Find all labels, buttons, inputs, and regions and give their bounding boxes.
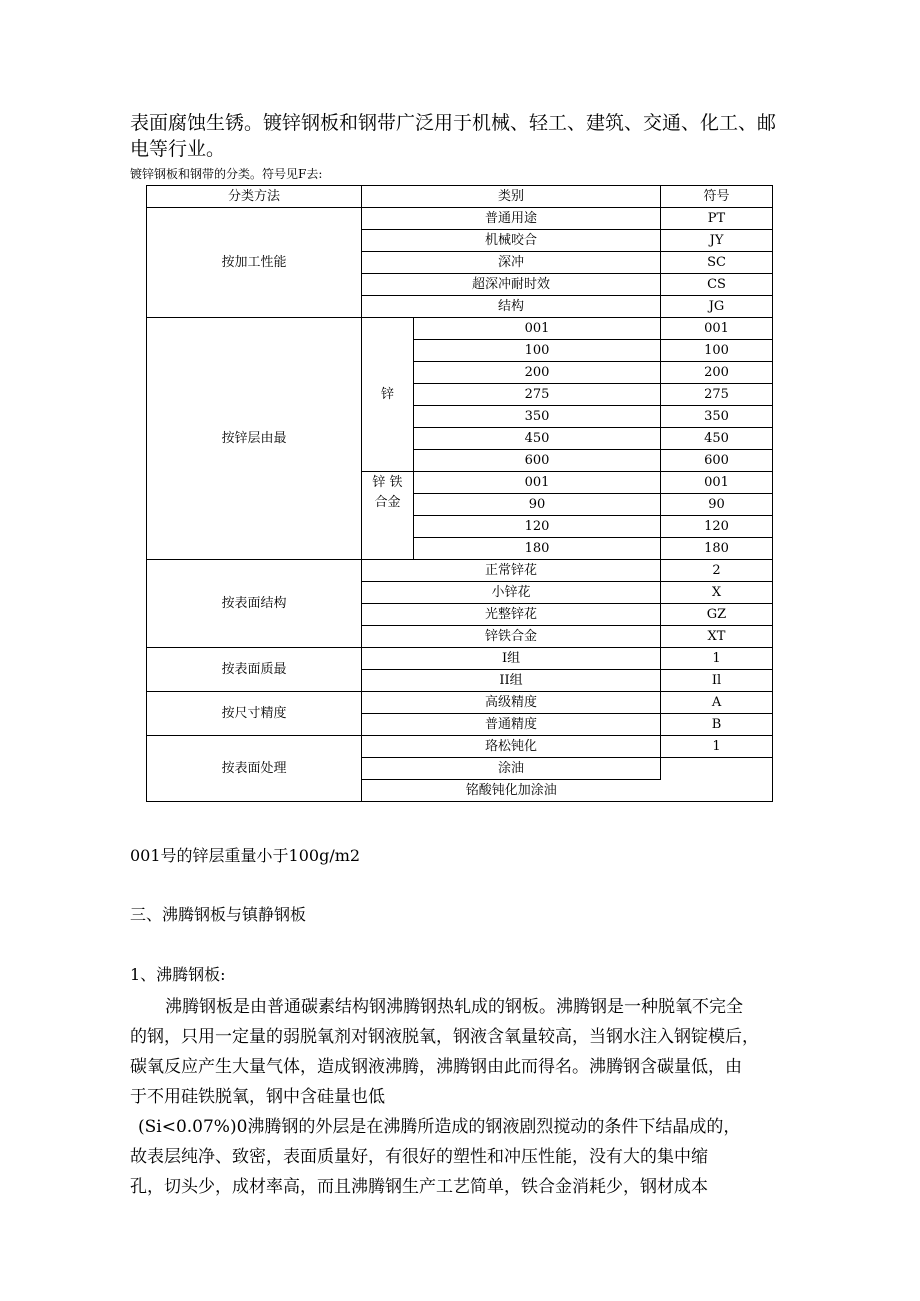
symbol-cell: SC	[661, 252, 773, 274]
symbol-cell: GZ	[661, 604, 773, 626]
category-cell: 超深冲耐时效	[362, 274, 661, 296]
body-line: 孔，切头少，成材率高，而且沸腾钢生产工艺简单，铁合金消耗少，钢材成本	[130, 1177, 708, 1197]
table-header-row	[147, 186, 773, 208]
category-cell: 光整锌花	[362, 604, 661, 626]
symbol-cell: B	[661, 714, 773, 736]
table-row	[147, 208, 773, 230]
category-cell: 275	[414, 384, 661, 406]
symbol-cell: XT	[661, 626, 773, 648]
body-line: (Si<0.07%)0沸腾钢的外层是在沸腾所造成的钢液剧烈搅动的条件下结晶成的，	[138, 1117, 741, 1137]
category-cell: 350	[414, 406, 661, 428]
header-category: 类别	[362, 186, 661, 208]
table-caption: 镀锌钢板和钢带的分类。符号见F去:	[130, 167, 323, 181]
symbol-cell: 180	[661, 538, 773, 560]
category-cell: 高级精度	[362, 692, 661, 714]
method-processing: 按加工性能	[147, 208, 362, 318]
section-title: 三、沸腾钢板与镇静钢板	[130, 905, 307, 924]
category-cell: I组	[362, 648, 661, 670]
method-coating: 按锌层由最	[147, 318, 362, 560]
category-cell: 普通精度	[362, 714, 661, 736]
category-cell: 小锌花	[362, 582, 661, 604]
category-cell: 铭酸钝化加涂油	[362, 780, 661, 802]
symbol-cell: A	[661, 692, 773, 714]
symbol-cell: 1	[661, 736, 773, 758]
category-cell: 100	[414, 340, 661, 362]
symbol-cell: 100	[661, 340, 773, 362]
category-cell: 90	[414, 494, 661, 516]
symbol-cell-empty	[661, 758, 773, 802]
category-cell: 120	[414, 516, 661, 538]
symbol-cell: 001	[661, 472, 773, 494]
method-surface-quality: 按表面质最	[147, 648, 362, 692]
method-surface-treatment: 按表面处理	[147, 736, 362, 802]
category-cell: 001	[414, 472, 661, 494]
category-cell: 涂油	[362, 758, 661, 780]
category-cell: 普通用途	[362, 208, 661, 230]
symbol-cell: 2	[661, 560, 773, 582]
symbol-cell: 450	[661, 428, 773, 450]
symbol-cell: 200	[661, 362, 773, 384]
category-cell: 180	[414, 538, 661, 560]
category-cell: 600	[414, 450, 661, 472]
body-line: 的钢，只用一定量的弱脱氧剂对钢液脱氧，钢液含氧量较高，当钢水注入钢锭模后，	[130, 1027, 759, 1047]
symbol-cell: 1	[661, 648, 773, 670]
symbol-cell: X	[661, 582, 773, 604]
category-cell: 机械咬合	[362, 230, 661, 252]
method-surface-structure: 按表面结构	[147, 560, 362, 648]
table-row	[147, 736, 773, 758]
body-line: 碳氧反应产生大量气体，造成钢液沸腾，沸腾钢由此而得名。沸腾钢含碳量低，由	[130, 1057, 742, 1077]
symbol-cell: 600	[661, 450, 773, 472]
symbol-cell: JY	[661, 230, 773, 252]
note-001: 001号的锌层重量小于100g/m2	[130, 846, 361, 865]
alloy-subgroup-label	[362, 472, 414, 560]
table-row	[147, 648, 773, 670]
header-symbol: 符号	[661, 186, 773, 208]
symbol-cell: Il	[661, 670, 773, 692]
body-line: 沸腾钢板是由普通碳素结构钢沸腾钢热轧成的钢板。沸腾钢是一种脱氧不完全	[165, 997, 743, 1017]
category-cell: 深冲	[362, 252, 661, 274]
zinc-subgroup-label: 锌	[362, 318, 414, 472]
category-cell: 结构	[362, 296, 661, 318]
symbol-cell: 90	[661, 494, 773, 516]
intro-paragraph: 表面腐蚀生锈。镀锌钢板和钢带广泛用于机械、轻工、建筑、交通、化工、邮电等行业。	[130, 112, 777, 160]
body-line: 于不用硅铁脱氧，钢中含硅量也低	[130, 1087, 385, 1107]
symbol-cell: 120	[661, 516, 773, 538]
symbol-cell: JG	[661, 296, 773, 318]
category-cell: II组	[362, 670, 661, 692]
table-row	[147, 692, 773, 714]
table-row	[147, 560, 773, 582]
symbol-cell: 001	[661, 318, 773, 340]
category-cell: 正常锌花	[362, 560, 661, 582]
classification-table	[146, 185, 773, 802]
category-cell: 珞松钝化	[362, 736, 661, 758]
alloy-label-line2: 合金	[374, 495, 401, 510]
subsection-title: 1、沸腾钢板:	[130, 965, 226, 984]
method-dimension: 按尺寸精度	[147, 692, 362, 736]
symbol-cell: 350	[661, 406, 773, 428]
body-line: 故表层纯净、致密，表面质量好，有很好的塑性和冲压性能，没有大的集中缩	[130, 1147, 708, 1167]
table-row	[147, 318, 773, 340]
header-method: 分类方法	[147, 186, 362, 208]
category-cell: 锌铁合金	[362, 626, 661, 648]
category-cell: 200	[414, 362, 661, 384]
symbol-cell: PT	[661, 208, 773, 230]
symbol-cell: 275	[661, 384, 773, 406]
symbol-cell: CS	[661, 274, 773, 296]
category-cell: 450	[414, 428, 661, 450]
category-cell: 001	[414, 318, 661, 340]
alloy-label-line1: 锌 铁	[372, 475, 403, 490]
